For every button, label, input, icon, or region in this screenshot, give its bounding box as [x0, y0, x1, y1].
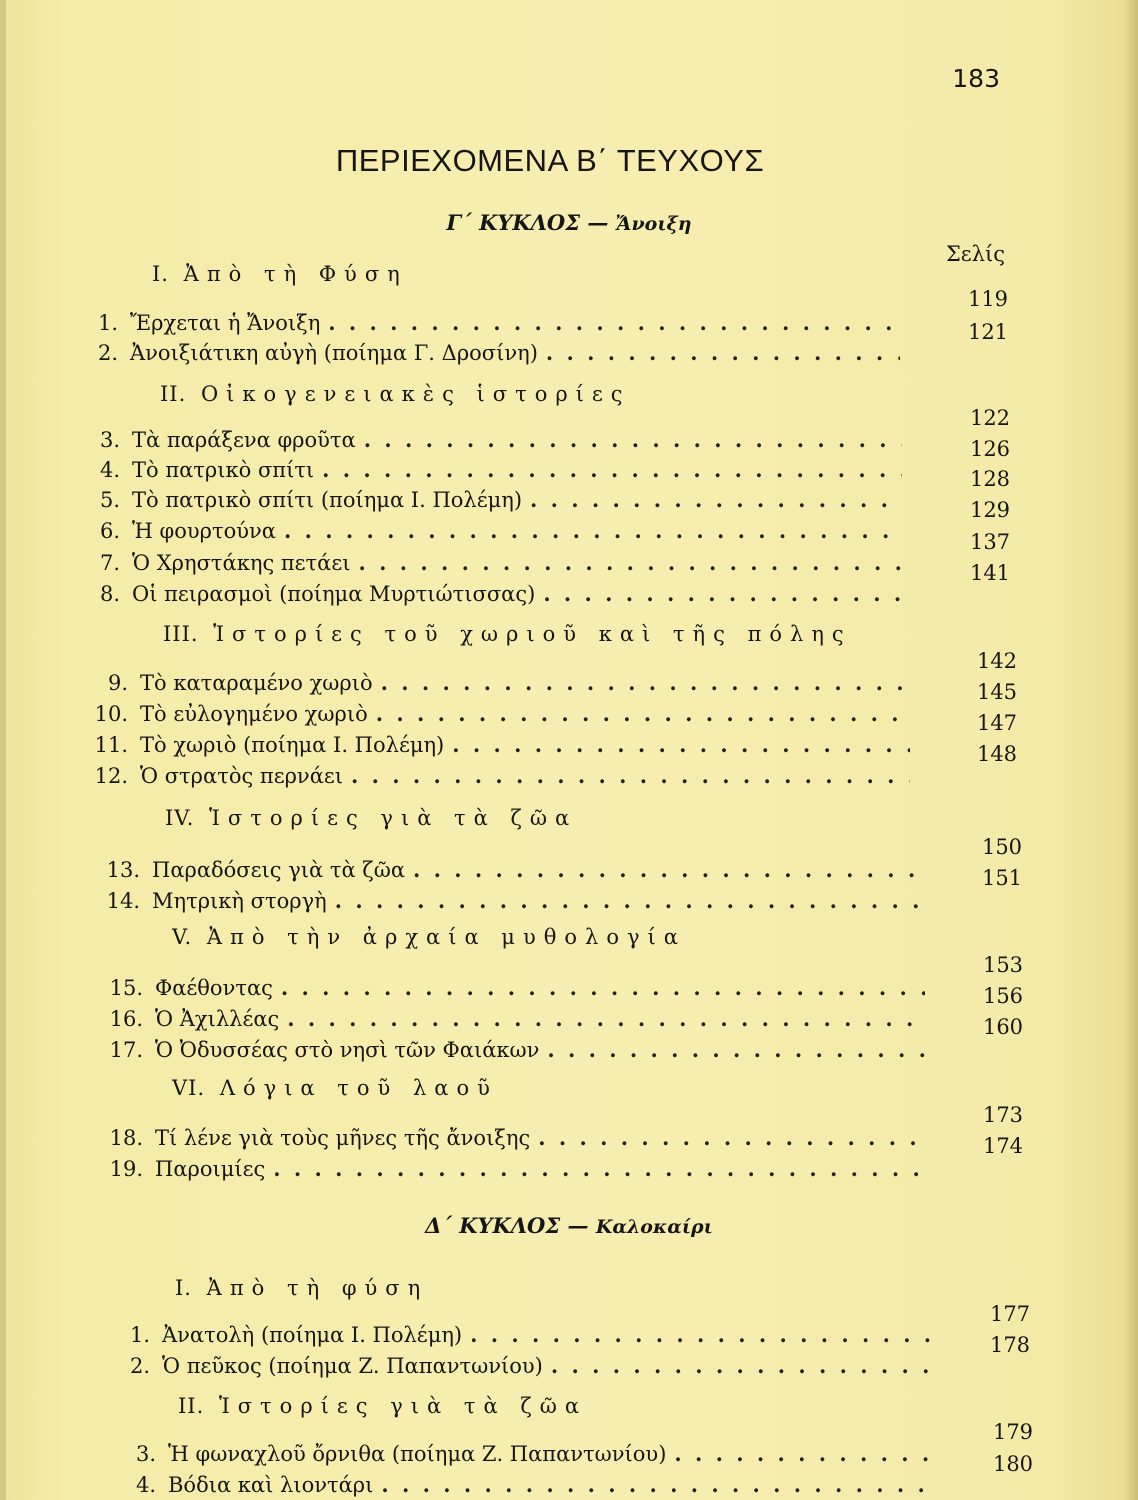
leader-dots [376, 701, 910, 726]
entry-title: Μητρικὴ στοργὴ [152, 889, 327, 913]
leader-dots [351, 763, 910, 788]
entry-page: 160 [982, 1015, 1024, 1039]
section-title [172, 1076, 498, 1100]
leader-dots [335, 888, 922, 913]
page-number: 183 [952, 64, 1000, 93]
toc-entry[interactable] [80, 763, 910, 788]
entry-number: 14. [106, 889, 140, 913]
leader-dots [364, 427, 902, 452]
entry-number: 7. [99, 551, 120, 575]
entry-number: 5. [99, 488, 120, 512]
entry-number: 1. [129, 1323, 150, 1347]
toc-entry[interactable] [70, 340, 900, 365]
toc-entry[interactable] [70, 310, 900, 335]
toc-entry[interactable] [72, 518, 902, 543]
entry-title: Ὁ Ἀχιλλέας [155, 1007, 280, 1031]
entry-page: 156 [982, 984, 1024, 1008]
section-title [152, 262, 408, 286]
entry-page: 129 [969, 498, 1011, 522]
leader-dots [381, 1472, 938, 1497]
entry-page: 180 [992, 1452, 1034, 1476]
entry-title: Ὁ πεῦκος (ποίημα Ζ. Παπαντωνίου) [162, 1354, 543, 1378]
entry-page: 148 [976, 742, 1018, 766]
entry-title: Ὁ στρατὸς περνάει [140, 764, 343, 788]
entry-title: Τὸ πατρικὸ σπίτι [132, 458, 315, 482]
cycle-title [0, 1213, 1138, 1238]
toc-entry[interactable] [108, 1441, 938, 1466]
entry-number: 9. [107, 671, 128, 695]
entry-number: 1. [97, 311, 118, 335]
section-title [163, 622, 852, 646]
leader-dots [328, 310, 900, 335]
leader-dots [381, 670, 910, 695]
entry-title: Τὸ χωριὸ (ποίημα Ι. Πολέμη) [140, 733, 445, 757]
section-label: Ἱστορίες γιὰ τὰ ζῶα [209, 806, 578, 830]
entry-page: 150 [981, 835, 1023, 859]
toc-entry[interactable] [72, 581, 902, 606]
toc-entry[interactable] [102, 1322, 932, 1347]
section-roman: IV. [165, 806, 195, 830]
entry-page: 145 [976, 680, 1018, 704]
toc-entry[interactable] [80, 732, 910, 757]
entry-title: Ἡ φωναχλοῦ ὄρνιθα (ποίημα Ζ. Παπαντωνίου) [168, 1442, 667, 1466]
entry-number: 13. [106, 858, 140, 882]
toc-entry[interactable] [102, 1353, 932, 1378]
entry-number: 6. [99, 519, 120, 543]
entry-number: 3. [135, 1442, 156, 1466]
section-label: Ἀπὸ τὴ φύση [206, 1276, 429, 1300]
toc-entry[interactable] [95, 1156, 925, 1181]
toc-entry[interactable] [95, 1006, 925, 1031]
leader-dots [358, 550, 902, 575]
entry-page: 147 [976, 711, 1018, 735]
section-label: Ἀπὸ τὴν ἀρχαία μυθολογία [206, 925, 686, 949]
toc-entry[interactable] [72, 550, 902, 575]
leader-dots [674, 1441, 938, 1466]
cycle-label: Δ΄ ΚΥΚΛΟΣ — [425, 1213, 589, 1238]
entry-number: 2. [97, 341, 118, 365]
entry-title: Παραδόσεις γιὰ τὰ ζῶα [152, 858, 405, 882]
entry-number: 12. [94, 764, 128, 788]
leader-dots [452, 732, 910, 757]
entry-number: 8. [99, 582, 120, 606]
entry-page: 141 [969, 561, 1011, 585]
entry-page: 126 [969, 437, 1011, 461]
toc-entry[interactable] [95, 975, 925, 1000]
entry-page: 177 [989, 1302, 1031, 1326]
leader-dots [551, 1353, 932, 1378]
section-title [175, 1276, 428, 1300]
entry-page: 121 [967, 320, 1009, 344]
section-label: Ἱστορίες τοῦ χωριοῦ καὶ τῆς πόλης [213, 622, 852, 646]
entry-title: Ἀνοιξιάτικη αὐγὴ (ποίημα Γ. Δροσίνη) [130, 341, 538, 365]
entry-number: 2. [129, 1354, 150, 1378]
cycle-title [0, 210, 1138, 235]
toc-entry[interactable] [92, 857, 922, 882]
section-roman: I. [175, 1276, 192, 1300]
entry-number: 16. [109, 1007, 143, 1031]
section-label: Οἰκογενειακὲς ἱστορίες [200, 382, 631, 406]
toc-entry[interactable] [92, 888, 922, 913]
entry-title: Βόδια καὶ λιοντάρι [168, 1473, 374, 1497]
entry-number: 18. [109, 1126, 143, 1150]
entry-title: Ὁ Ὀδυσσέας στὸ νησὶ τῶν Φαιάκων [155, 1038, 540, 1062]
entry-title: Ἡ φουρτούνα [132, 519, 276, 543]
leader-dots [281, 975, 925, 1000]
section-title [178, 1394, 587, 1418]
entry-title: Τὸ εὐλογημένο χωριὸ [140, 702, 368, 726]
section-title [165, 806, 577, 830]
entry-title: Φαέθοντας [155, 976, 273, 1000]
cycle-subtitle: Ἄνοιξη [615, 213, 692, 235]
leader-dots [413, 857, 922, 882]
entry-page: 142 [976, 649, 1018, 673]
entry-page: 173 [982, 1103, 1024, 1127]
leader-dots [546, 340, 900, 365]
entry-page: 153 [982, 953, 1024, 977]
toc-entry[interactable] [108, 1472, 938, 1497]
leader-dots [284, 518, 902, 543]
entry-title: Τὸ καταραμένο χωριὸ [140, 671, 373, 695]
leader-dots [470, 1322, 932, 1347]
section-label: Λόγια τοῦ λαοῦ [219, 1076, 498, 1100]
entry-number: 15. [109, 976, 143, 1000]
toc-entry[interactable] [80, 670, 910, 695]
section-label: Ἱστορίες γιὰ τὰ ζῶα [218, 1394, 588, 1418]
leader-dots [273, 1156, 925, 1181]
toc-entry[interactable] [80, 701, 910, 726]
entry-number: 4. [99, 458, 120, 482]
section-title [172, 925, 686, 949]
entry-number: 10. [94, 702, 128, 726]
toc-entry[interactable] [72, 427, 902, 452]
toc-entry[interactable] [95, 1125, 925, 1150]
entry-number: 3. [99, 428, 120, 452]
entry-number: 4. [135, 1473, 156, 1497]
leader-dots [322, 457, 902, 482]
entry-page: 119 [967, 287, 1009, 311]
entry-number: 17. [109, 1038, 143, 1062]
section-roman: II. [178, 1394, 205, 1418]
leader-dots [547, 1037, 925, 1062]
cycle-subtitle: Καλοκαίρι [595, 1216, 713, 1238]
page-column-header: Σελίς [945, 242, 1005, 266]
entry-title: Τί λένε γιὰ τοὺς μῆνες τῆς ἄνοιξης [155, 1126, 531, 1150]
section-roman: I. [152, 262, 169, 286]
section-roman: VI. [172, 1076, 206, 1100]
entry-title: Οἱ πειρασμοὶ (ποίημα Μυρτιώτισσας) [132, 582, 536, 606]
entry-title: Τὰ παράξενα φροῦτα [132, 428, 356, 452]
entry-page: 128 [969, 467, 1011, 491]
leader-dots [543, 581, 902, 606]
toc-entry[interactable] [95, 1037, 925, 1062]
cycle-label: Γ΄ ΚΥΚΛΟΣ — [446, 210, 609, 235]
leader-dots [530, 487, 902, 512]
toc-entry[interactable] [72, 487, 902, 512]
entry-page: 174 [982, 1134, 1024, 1158]
section-title [160, 382, 631, 406]
toc-entry[interactable] [72, 457, 902, 482]
entry-title: Παροιμίες [155, 1157, 266, 1181]
leader-dots [287, 1006, 925, 1031]
entry-title: Τὸ πατρικὸ σπίτι (ποίημα Ι. Πολέμη) [132, 488, 523, 512]
entry-page: 137 [969, 530, 1011, 554]
entry-page: 178 [989, 1333, 1031, 1357]
entry-title: Ἔρχεται ἡ Ἄνοιξη [130, 311, 321, 335]
entry-number: 19. [109, 1157, 143, 1181]
section-roman: III. [163, 622, 199, 646]
entry-page: 122 [969, 406, 1011, 430]
section-label: Ἀπὸ τὴ Φύση [183, 262, 408, 286]
entry-number: 11. [94, 733, 128, 757]
entry-page: 179 [992, 1420, 1034, 1444]
leader-dots [538, 1125, 925, 1150]
entry-page: 151 [981, 866, 1023, 890]
section-roman: II. [160, 382, 187, 406]
page-title: ΠΕΡΙΕΧΟΜΕΝΑ Β΄ ΤΕΥΧΟΥΣ [335, 143, 765, 178]
entry-title: Ἀνατολὴ (ποίημα Ι. Πολέμη) [162, 1323, 463, 1347]
entry-title: Ὁ Χρηστάκης πετάει [132, 551, 351, 575]
section-roman: V. [172, 925, 193, 949]
